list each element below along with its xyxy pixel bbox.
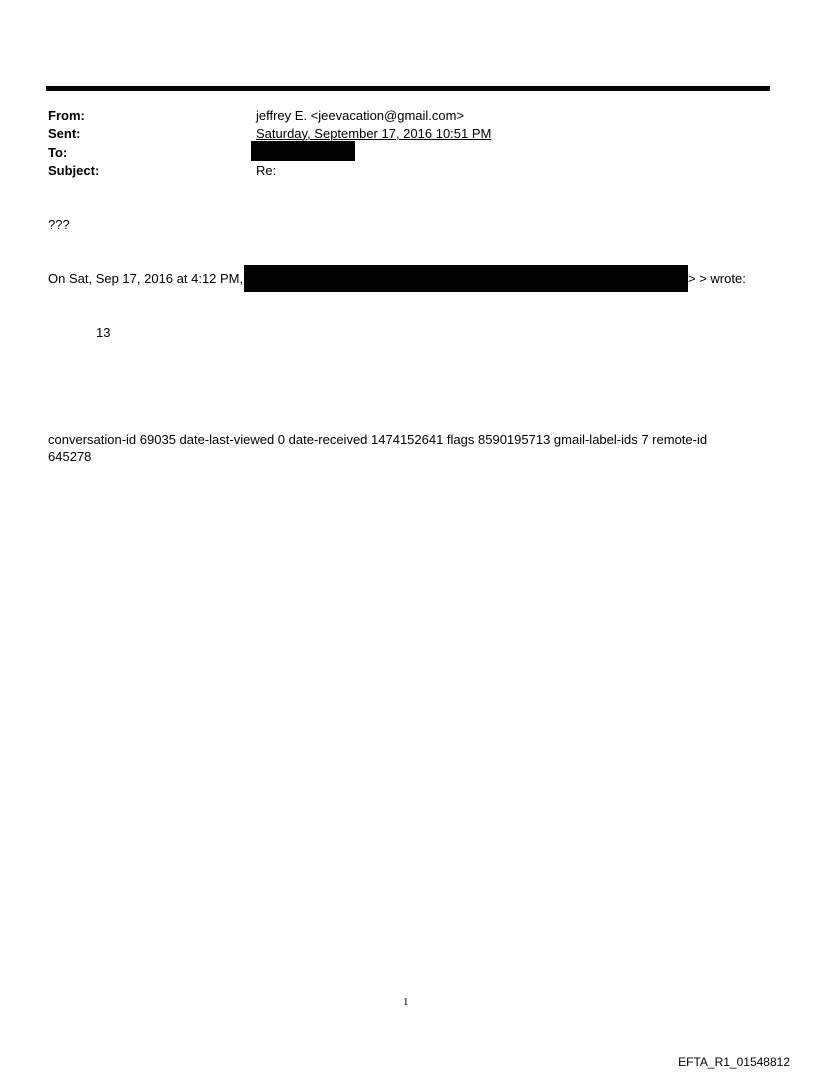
quote-intro: On Sat, Sep 17, 2016 at 4:12 PM, [48,271,244,286]
to-redaction [251,141,355,161]
page-number: 1 [403,996,409,1008]
subject-value: Re: [256,163,277,178]
quoted-text: 13 [96,325,111,340]
document-id: EFTA_R1_01548812 [678,1055,790,1069]
subject-label: Subject: [48,163,100,178]
sent-label: Sent: [48,126,81,141]
from-label: From: [48,108,85,123]
sent-value: Saturday, September 17, 2016 10:51 PM [256,126,492,141]
sender-redaction [244,265,688,292]
quote-suffix: > > wrote: [688,271,746,286]
to-label: To: [48,145,68,160]
header-rule [46,86,770,91]
metadata-line: conversation-id 69035 date-last-viewed 0 date-received 1474152641 flags 8590195713 gmail-label-ids 7 remote-id 645278 [48,432,708,464]
reply-text: ??? [48,217,70,232]
from-value: jeffrey E. <jeevacation@gmail.com> [256,108,465,123]
